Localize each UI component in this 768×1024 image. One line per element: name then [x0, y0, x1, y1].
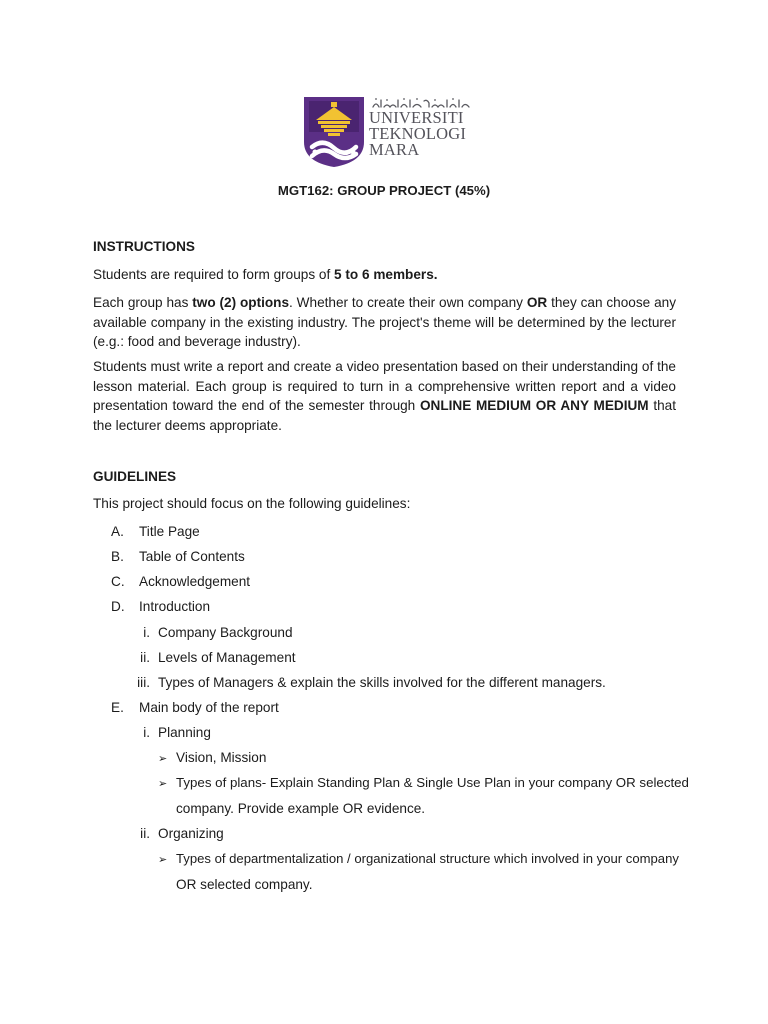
sub-item-types-of-managers: Types of Managers & explain the skills involved for the different managers. [158, 675, 606, 690]
list-item-main-body: Main body of the report [139, 700, 279, 715]
sub-item-planning: Planning [158, 725, 211, 740]
uitm-logo [303, 96, 475, 168]
p3-text-a: Students must write a report and create a video presentation based on their understanding of the lesson material. Each group is required to turn in a comprehensive written report and a video presentation toward the end of the semester through [93, 359, 676, 413]
instructions-paragraph-2 [93, 293, 676, 352]
arrow-bullet-icon: ➢ [158, 753, 168, 765]
logo-line-1: UNIVERSITI [369, 108, 464, 127]
bullet-types-of-plans-line-1: Types of plans- Explain Standing Plan & Single Use Plan in your company OR selected [176, 775, 689, 790]
list-marker: C. [111, 574, 125, 589]
guidelines-intro: This project should focus on the following guidelines: [93, 496, 411, 511]
p2-text-e: they can choose any available company in the existing industry. The project's theme will be determined by the lecturer (e.g.: food and beverage industry). [93, 295, 676, 349]
sub-item-company-background: Company Background [158, 625, 293, 640]
list-item-acknowledgement: Acknowledgement [139, 574, 251, 589]
bullet-departmentalization-line-1: Types of departmentalization / organizational structure which involved in your company [176, 851, 679, 866]
list-item-introduction: Introduction [139, 599, 211, 614]
p3-bold-medium: ONLINE MEDIUM OR ANY MEDIUM [419, 398, 649, 413]
instructions-paragraph-1 [93, 265, 676, 285]
logo-wordmark [369, 110, 466, 158]
bullet-types-of-plans-line-2: company. Provide example OR evidence. [176, 801, 426, 816]
p2-bold-options: two (2) options [192, 295, 290, 310]
p1-bold: 5 to 6 members. [334, 267, 438, 282]
list-marker: A. [111, 524, 124, 539]
arrow-bullet-icon: ➢ [158, 778, 168, 790]
sub-item-organizing: Organizing [158, 826, 224, 841]
list-marker: E. [111, 700, 124, 715]
bullet-vision-mission: Vision, Mission [176, 750, 267, 765]
list-item-title-page: Title Page [139, 524, 200, 539]
document-title: MGT162: GROUP PROJECT (45%) [277, 183, 491, 198]
sub-list-marker: ii. [140, 826, 150, 841]
sub-list-marker: i. [143, 725, 150, 740]
logo-line-2: TEKNOLOGI [369, 124, 467, 143]
p2-bold-or: OR [526, 295, 548, 310]
instructions-paragraph-3 [93, 357, 676, 435]
list-item-table-of-contents: Table of Contents [139, 549, 245, 564]
p2-text-c: . Whether to create their own company [289, 295, 527, 310]
sub-item-levels-of-management: Levels of Management [158, 650, 296, 665]
sub-list-marker: i. [143, 625, 150, 640]
instructions-heading: INSTRUCTIONS [93, 239, 195, 254]
list-marker: D. [111, 599, 125, 614]
sub-list-marker: iii. [137, 675, 150, 690]
logo-line-3: MARA [369, 140, 420, 159]
uitm-crest-icon [303, 96, 365, 168]
arrow-bullet-icon: ➢ [158, 854, 168, 866]
p2-text-a: Each group has [93, 295, 193, 310]
sub-list-marker: ii. [140, 650, 150, 665]
p3-text-c: that the lecturer deems appropriate. [93, 398, 677, 433]
list-marker: B. [111, 549, 124, 564]
bullet-departmentalization-line-2: OR selected company. [176, 877, 313, 892]
p1-text: Students are required to form groups of [93, 267, 335, 282]
guidelines-heading: GUIDELINES [93, 469, 177, 484]
